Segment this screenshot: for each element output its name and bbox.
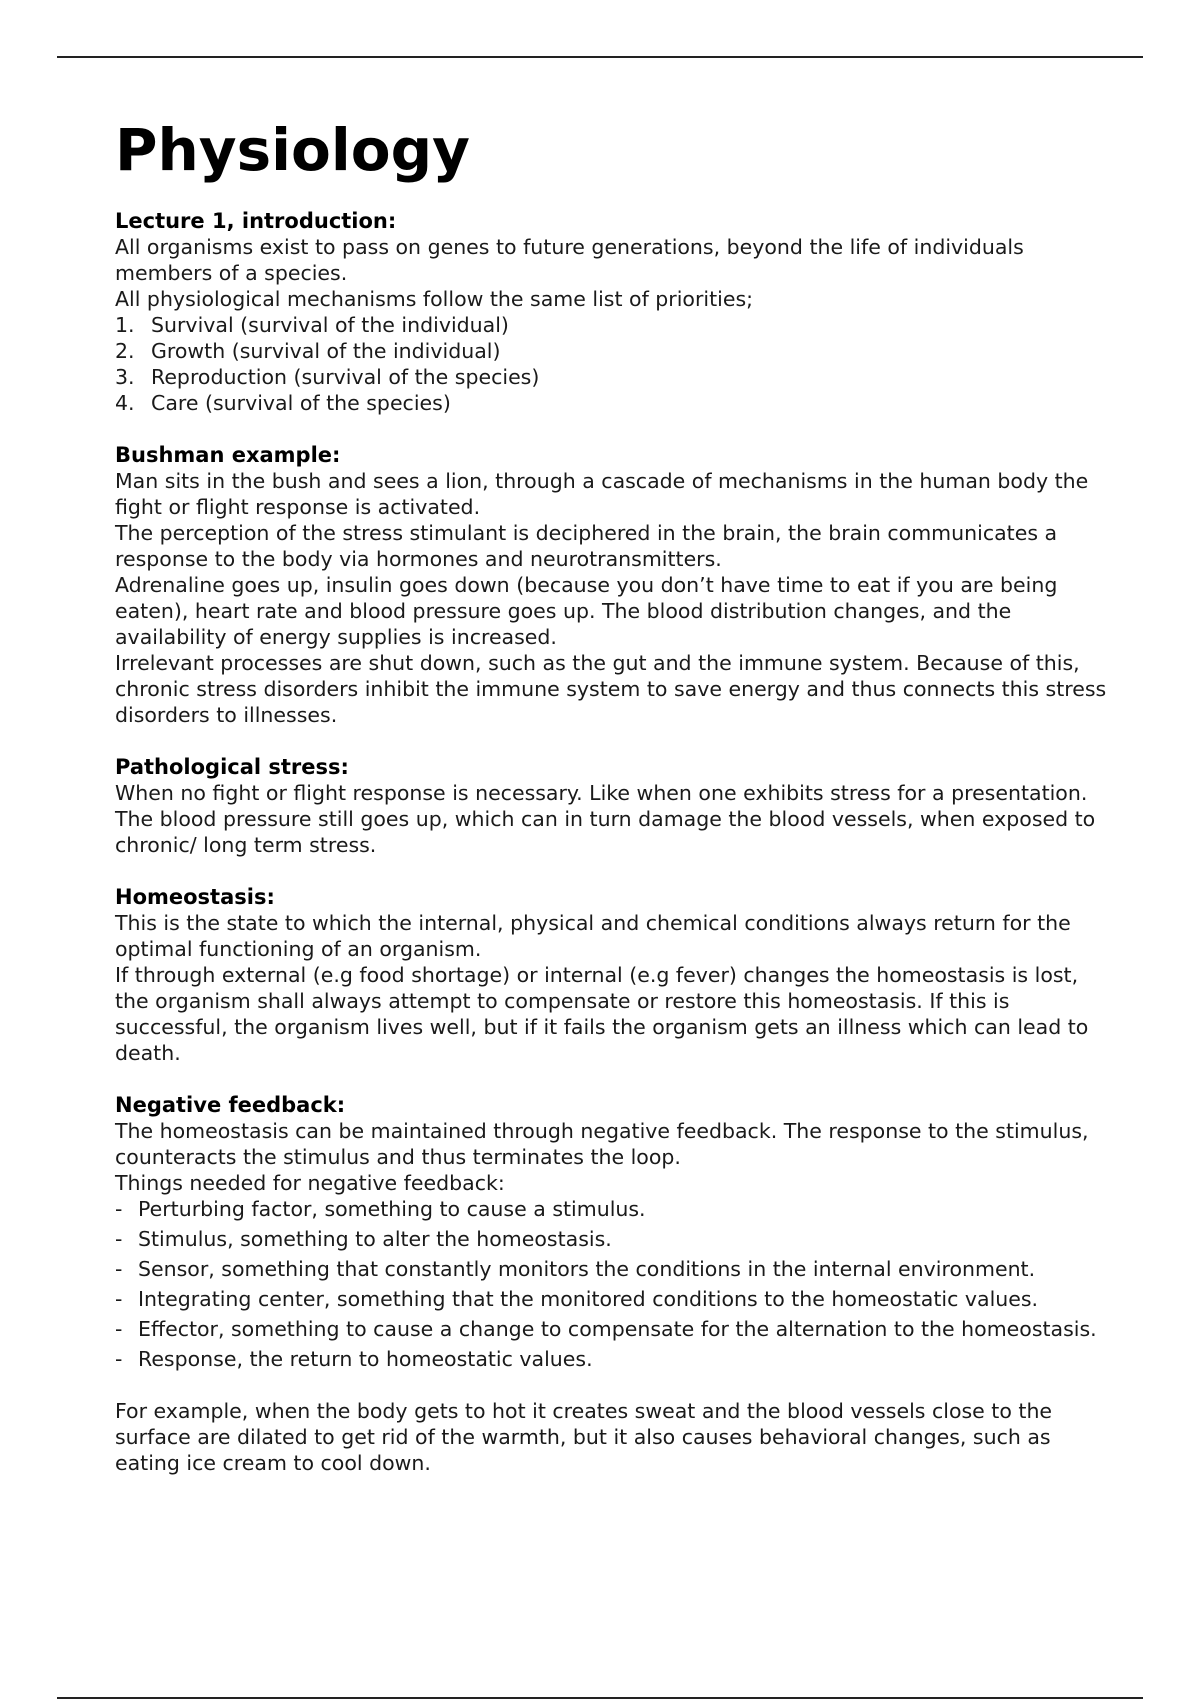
top-rule bbox=[57, 56, 1143, 58]
list-item bbox=[115, 1346, 1115, 1372]
list-item bbox=[115, 390, 1115, 416]
list-item-text: Integrating center, something that the monitored conditions to the homeostatic values. bbox=[138, 1287, 1039, 1311]
section-bushman bbox=[115, 442, 1115, 728]
list-dash: - bbox=[115, 1227, 123, 1251]
paragraph: The perception of the stress stimulant is deciphered in the brain, the brain communicates a response to the body via hormones and neurotransmitters. bbox=[115, 521, 1058, 571]
paragraph: When no fight or flight response is necessary. Like when one exhibits stress for a presentation. The blood pressure still goes up, which can in turn damage the blood vessels, when exposed to chronic/ long term stress. bbox=[115, 781, 1096, 857]
section-heading-bushman: Bushman example: bbox=[115, 443, 341, 467]
document-body bbox=[115, 110, 1115, 1502]
list-item-text: Sensor, something that constantly monitors the conditions in the internal environment. bbox=[138, 1257, 1036, 1281]
section-heading-lecture: Lecture 1, introduction: bbox=[115, 209, 397, 233]
priorities-list bbox=[115, 312, 1115, 416]
list-item-text: Effector, something to cause a change to compensate for the alternation to the homeostasis. bbox=[138, 1317, 1097, 1341]
paragraph: Man sits in the bush and sees a lion, through a cascade of mechanisms in the human body the fight or flight response is activated. bbox=[115, 469, 1089, 519]
section-negative-feedback bbox=[115, 1092, 1115, 1476]
list-dash: - bbox=[115, 1287, 123, 1311]
list-item bbox=[115, 364, 1115, 390]
list-item bbox=[115, 338, 1115, 364]
list-number: 2. bbox=[115, 339, 135, 363]
list-item-text: Stimulus, something to alter the homeostasis. bbox=[138, 1227, 612, 1251]
bottom-rule bbox=[57, 1697, 1143, 1699]
paragraph: Irrelevant processes are shut down, such as the gut and the immune system. Because of this, chronic stress disorders inhibit the immune system to save energy and thus connects this stress disorders to illnesses. bbox=[115, 651, 1107, 727]
paragraph: The homeostasis can be maintained through negative feedback. The response to the stimulus, counteracts the stimulus and thus terminates the loop. bbox=[115, 1119, 1089, 1169]
section-homeostasis bbox=[115, 884, 1115, 1066]
paragraph: Adrenaline goes up, insulin goes down (because you don’t have time to eat if you are being eaten), heart rate and blood pressure goes up. The blood distribution changes, and the availability of energy supplies is increased. bbox=[115, 573, 1058, 649]
section-lecture bbox=[115, 208, 1115, 416]
list-item bbox=[115, 1196, 1115, 1222]
section-heading-negative-feedback: Negative feedback: bbox=[115, 1093, 346, 1117]
list-item-text: Growth (survival of the individual) bbox=[151, 339, 501, 363]
paragraph: All physiological mechanisms follow the same list of priorities; bbox=[115, 287, 754, 311]
list-item-text: Reproduction (survival of the species) bbox=[151, 365, 540, 389]
example-paragraph: For example, when the body gets to hot it creates sweat and the blood vessels close to the surface are dilated to get rid of the warmth, but it also causes behavioral changes, such as eating ice cream to cool down. bbox=[115, 1399, 1053, 1475]
list-number: 4. bbox=[115, 391, 135, 415]
list-dash: - bbox=[115, 1317, 123, 1341]
document-title: Physiology bbox=[115, 116, 470, 184]
list-dash: - bbox=[115, 1197, 123, 1221]
list-item bbox=[115, 1286, 1115, 1312]
list-item bbox=[115, 1226, 1115, 1252]
paragraph: This is the state to which the internal, physical and chemical conditions always return for the optimal functioning of an organism. bbox=[115, 911, 1071, 961]
list-number: 3. bbox=[115, 365, 135, 389]
list-item-text: Response, the return to homeostatic values. bbox=[138, 1347, 593, 1371]
feedback-requirements-list bbox=[115, 1196, 1115, 1372]
list-item bbox=[115, 1316, 1115, 1342]
paragraph: All organisms exist to pass on genes to future generations, beyond the life of individuals members of a species. bbox=[115, 235, 1024, 285]
list-dash: - bbox=[115, 1257, 123, 1281]
paragraph: If through external (e.g food shortage) or internal (e.g fever) changes the homeostasis is lost, the organism shall always attempt to compensate or restore this homeostasis. If this is successful, the organism lives well, but if it fails the organism gets an illness which can lead to death. bbox=[115, 963, 1089, 1065]
list-dash: - bbox=[115, 1347, 123, 1371]
list-item-text: Survival (survival of the individual) bbox=[151, 313, 509, 337]
list-number: 1. bbox=[115, 313, 135, 337]
list-item-text: Care (survival of the species) bbox=[151, 391, 451, 415]
paragraph: Things needed for negative feedback: bbox=[115, 1171, 505, 1195]
list-item-text: Perturbing factor, something to cause a stimulus. bbox=[138, 1197, 646, 1221]
list-item bbox=[115, 312, 1115, 338]
list-item bbox=[115, 1256, 1115, 1282]
section-heading-homeostasis: Homeostasis: bbox=[115, 885, 275, 909]
section-pathological-stress bbox=[115, 754, 1115, 858]
section-heading-pathological-stress: Pathological stress: bbox=[115, 755, 349, 779]
